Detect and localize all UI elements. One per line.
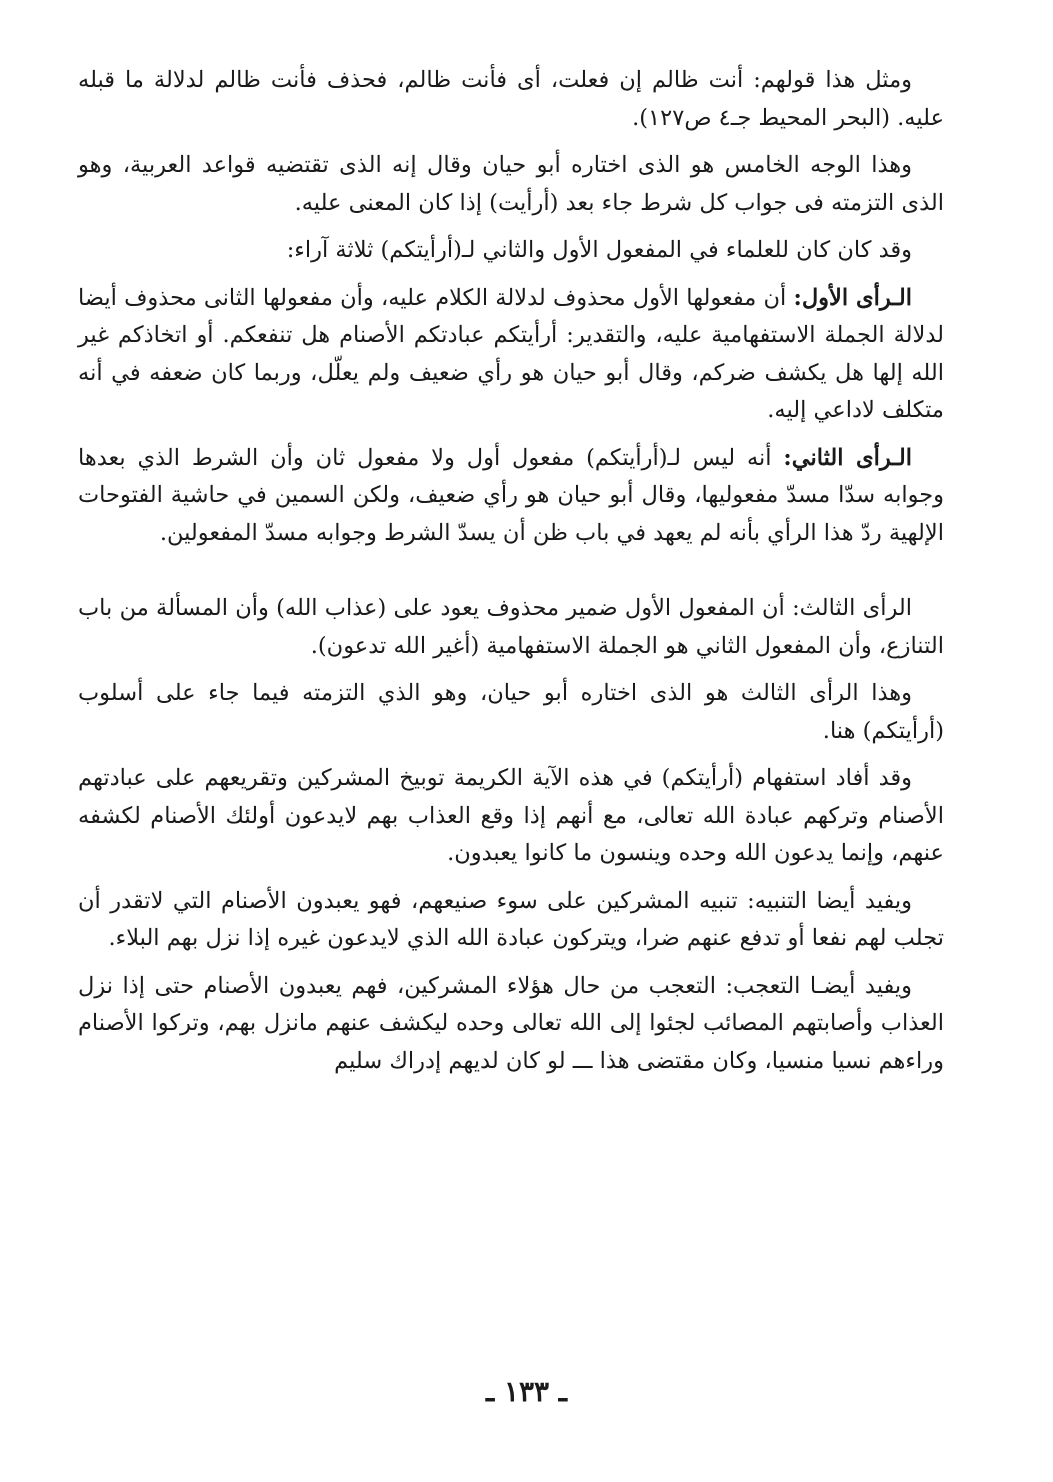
paragraph-10	[78, 968, 944, 1081]
paragraph-opinion-1	[78, 280, 944, 430]
paragraph-3	[78, 232, 944, 270]
paragraph-text: وقد أفاد استفهام (أرأيتكم) في هذه الآية الكريمة توبيخ المشركين وتقريعهم على عبادتهم الأصنام وتركهم عبادة الله تعالى، مع أنهم إذا وقع العذاب بهم لايدعون أولئك الأصنام لكشفه عنهم، وإنما يدعون الله وحده وينسون ما كانوا يعبدون.	[78, 765, 944, 866]
paragraph-opinion-3	[78, 590, 944, 665]
paragraph-text: ويفيد أيضا التنبيه: تنبيه المشركين على سوء صنيعهم، فهو يعبدون الأصنام التي لاتقدر أن تجلب لهم نفعا أو تدفع عنهم ضرا، ويتركون عبادة الله الذي لايدعون غيره إذا نزل بهم البلاء.	[78, 887, 944, 951]
paragraph-1	[78, 62, 944, 137]
paragraph-8	[78, 760, 944, 873]
page-number: ـ ١٣٣ ـ	[485, 1375, 568, 1408]
paragraph-text: الرأى الثالث: أن المفعول الأول ضمير محذوف يعود على (عذاب الله) وأن المسألة من باب التنازع، وأن المفعول الثاني هو الجملة الاستفهامية (أغير الله تدعون).	[78, 595, 944, 659]
paragraph-7	[78, 675, 944, 750]
paragraph-2	[78, 147, 944, 222]
opinion-label: الـرأى الأول:	[793, 284, 912, 311]
paragraph-text: أن مفعولها الأول محذوف لدلالة الكلام عليه، وأن مفعولها الثانى محذوف أيضا لدلالة الجملة الاستفهامية عليه، والتقدير: أرأيتكم عبادتكم الأصنام هل تنفعكم. أو اتخاذكم غير الله إلها هل يكشف ضركم، وقال أبو حيان هو رأي ضعيف ولم يعلّل، وربما كان ضعفه في أنه متكلف لاداعي إليه.	[78, 284, 944, 423]
paragraph-text: وقد كان كان للعلماء في المفعول الأول والثاني لـ(أرأيتكم) ثلاثة آراء:	[286, 237, 912, 263]
paragraph-opinion-2	[78, 440, 944, 553]
paragraph-text: أنه ليس لـ(أرأيتكم) مفعول أول ولا مفعول ثان وأن الشرط الذي بعدها وجوابه سدّا مسدّ مفعوليها، وقال أبو حيان هو رأي ضعيف، ولكن السمين في حاشية الفتوحات الإلهية ردّ هذا الرأي بأنه لم يعهد في باب ظن أن يسدّ الشرط وجوابه مسدّ المفعولين.	[78, 444, 944, 546]
page-body	[78, 62, 944, 1090]
paragraph-text: ومثل هذا قولهم: أنت ظالم إن فعلت، أى فأنت ظالم، فحذف فأنت ظالم لدلالة ما قبله عليه. (البحر المحيط جـ٤ ص١٢٧).	[78, 67, 944, 131]
paragraph-text: وهذا الوجه الخامس هو الذى اختاره أبو حيان وقال إنه الذى تقتضيه قواعد العربية، وهو الذى التزمته فى جواب كل شرط جاء بعد (أرأيت) إذا كان المعنى عليه.	[78, 152, 944, 216]
opinion-label: الـرأى الثاني:	[783, 444, 912, 471]
paragraph-text: ويفيد أيضـا التعجب: التعجب من حال هؤلاء المشركين، فهم يعبدون الأصنام حتى إذا نزل العذاب وأصابتهم المصائب لجئوا إلى الله تعالى وحده ليكشف عنهم مانزل بهم، وتركوا الأصنام وراءهم نسيا منسيا، وكان مقتضى هذا ـــ لو كان لديهم إدراك سليم	[78, 972, 944, 1074]
paragraph-text: وهذا الرأى الثالث هو الذى اختاره أبو حيان، وهو الذي التزمته فيما جاء على أسلوب (أرأيتكم) هنا.	[78, 680, 944, 744]
paragraph-9	[78, 883, 944, 958]
